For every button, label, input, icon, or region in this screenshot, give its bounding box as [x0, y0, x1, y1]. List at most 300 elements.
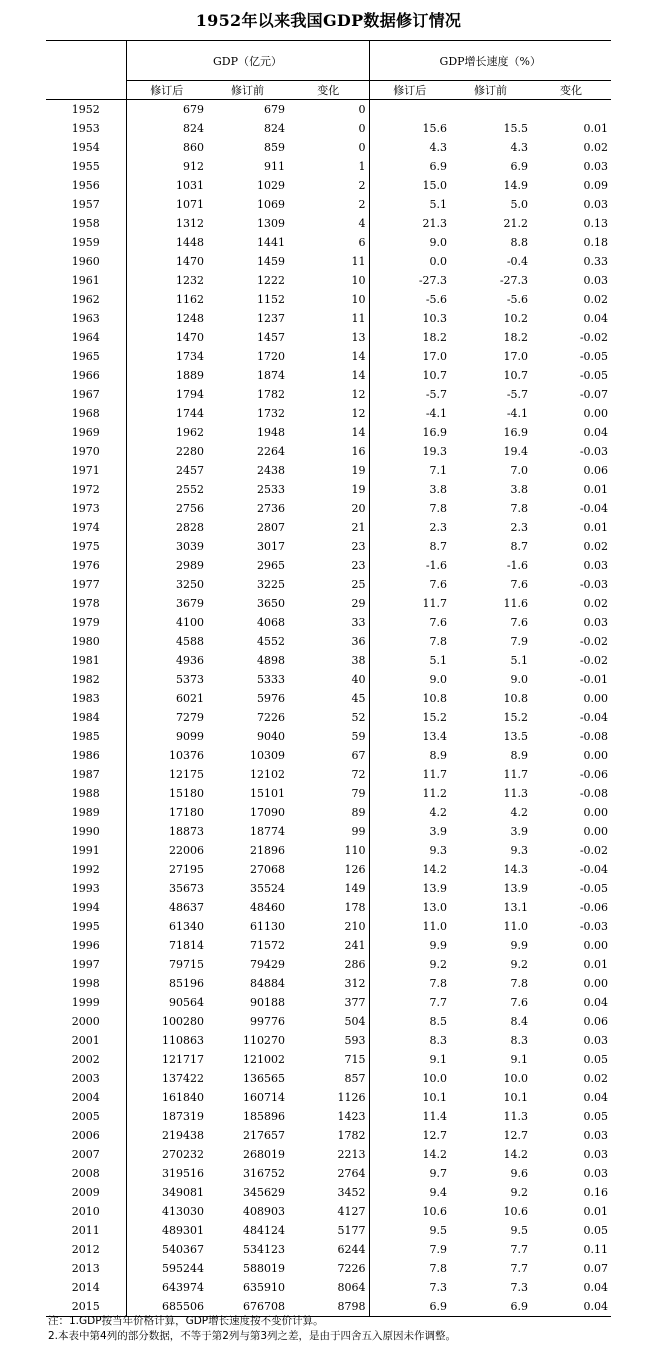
table-row — [46, 1012, 611, 1031]
growth-revised-cell: 5.1 — [429, 654, 448, 667]
gdp-revised-cell: 270232 — [162, 1148, 204, 1161]
growth-original-cell: 7.7 — [510, 1262, 529, 1275]
growth-revised-cell: 5.1 — [429, 198, 448, 211]
gdp-original-cell: 316752 — [243, 1167, 285, 1180]
table-row — [46, 290, 611, 309]
growth-original-cell: 19.4 — [503, 445, 529, 458]
year-cell: 1967 — [46, 385, 126, 404]
growth-original-cell: 7.9 — [510, 635, 529, 648]
table-row — [46, 499, 611, 518]
year-cell: 2015 — [46, 1297, 126, 1317]
growth-change-cell: 0.03 — [583, 1129, 609, 1142]
gdp-revised-cell: 4588 — [176, 635, 204, 648]
year-cell: 1966 — [46, 366, 126, 385]
growth-change-cell: -0.01 — [579, 673, 609, 686]
growth-original-cell: 3.8 — [510, 483, 529, 496]
col-gdp-revised: 修订后 — [126, 81, 207, 100]
year-cell: 1955 — [46, 157, 126, 176]
gdp-change-cell: 11 — [288, 309, 369, 328]
growth-revised-cell: 7.1 — [429, 464, 448, 477]
growth-revised-cell: 3.9 — [429, 825, 448, 838]
gdp-revised-cell: 161840 — [162, 1091, 204, 1104]
growth-revised-cell: 10.6 — [422, 1205, 448, 1218]
growth-change-cell: 0.04 — [583, 312, 609, 325]
gdp-original-cell: 1948 — [257, 426, 285, 439]
table-row — [46, 1145, 611, 1164]
page-title: 1952年以来我国GDP数据修订情况 — [195, 11, 462, 30]
gdp-original-cell: 1152 — [257, 293, 285, 306]
table-row — [46, 271, 611, 290]
growth-revised-cell: 11.4 — [422, 1110, 448, 1123]
col-gdp-change: 变化 — [288, 81, 369, 100]
growth-change-cell: 0.18 — [583, 236, 609, 249]
growth-revised-cell: 9.0 — [429, 236, 448, 249]
table-row — [46, 936, 611, 955]
growth-change-cell: 0.04 — [583, 996, 609, 1009]
gdp-original-cell: 99776 — [250, 1015, 285, 1028]
gdp-original-cell: 824 — [264, 122, 285, 135]
growth-original-cell: 6.9 — [510, 160, 529, 173]
gdp-change-cell: 241 — [288, 936, 369, 955]
growth-change-cell: -0.07 — [579, 388, 609, 401]
year-cell: 1990 — [46, 822, 126, 841]
growth-original-cell: 2.3 — [510, 521, 529, 534]
growth-original-cell: 18.2 — [503, 331, 529, 344]
gdp-revised-cell: 1232 — [176, 274, 204, 287]
table-row — [46, 518, 611, 537]
growth-revised-cell: 8.9 — [429, 749, 448, 762]
gdp-revised-cell: 110863 — [162, 1034, 204, 1047]
gdp-revised-cell: 1071 — [176, 198, 204, 211]
gdp-change-cell: 20 — [288, 499, 369, 518]
gdp-original-cell: 48460 — [250, 901, 285, 914]
table-row — [46, 1031, 611, 1050]
gdp-change-cell: 178 — [288, 898, 369, 917]
gdp-change-cell: 29 — [288, 594, 369, 613]
gdp-original-cell: 160714 — [243, 1091, 285, 1104]
table-row — [46, 917, 611, 936]
year-cell: 1972 — [46, 480, 126, 499]
growth-original-cell: 14.9 — [503, 179, 529, 192]
gdp-change-cell: 45 — [288, 689, 369, 708]
growth-original-cell: 10.8 — [503, 692, 529, 705]
growth-change-cell: 0.04 — [531, 1297, 611, 1317]
year-cell: 2011 — [46, 1221, 126, 1240]
growth-change-cell: 0.02 — [583, 597, 609, 610]
growth-revised-cell: 13.0 — [422, 901, 448, 914]
growth-revised-cell: 9.1 — [429, 1053, 448, 1066]
year-cell: 1980 — [46, 632, 126, 651]
year-cell: 1976 — [46, 556, 126, 575]
growth-original-cell: 8.9 — [510, 749, 529, 762]
growth-revised-cell: 7.6 — [429, 578, 448, 591]
year-cell: 1991 — [46, 841, 126, 860]
gdp-revised-cell: 824 — [183, 122, 204, 135]
year-cell: 1953 — [46, 119, 126, 138]
gdp-revised-cell: 413030 — [162, 1205, 204, 1218]
growth-change-cell: 0.00 — [583, 692, 609, 705]
growth-revised-cell: 7.8 — [429, 635, 448, 648]
growth-original-cell: -5.6 — [506, 293, 529, 306]
gdp-change-cell: 4 — [288, 214, 369, 233]
growth-original-cell: 7.8 — [510, 977, 529, 990]
growth-change-cell: -0.02 — [579, 844, 609, 857]
table-row — [46, 1240, 611, 1259]
growth-original-cell: 7.0 — [510, 464, 529, 477]
growth-original-cell: 8.7 — [510, 540, 529, 553]
gdp-change-cell: 377 — [288, 993, 369, 1012]
table-row — [46, 822, 611, 841]
growth-original-cell: 17.0 — [503, 350, 529, 363]
year-cell: 2004 — [46, 1088, 126, 1107]
table-row — [46, 556, 611, 575]
gdp-change-cell: 59 — [288, 727, 369, 746]
gdp-revised-cell: 1889 — [176, 369, 204, 382]
year-cell: 1957 — [46, 195, 126, 214]
table-row — [46, 879, 611, 898]
gdp-original-cell: 9040 — [257, 730, 285, 743]
growth-original-cell: 9.0 — [510, 673, 529, 686]
year-cell: 2000 — [46, 1012, 126, 1031]
gdp-revised-cell: 349081 — [162, 1186, 204, 1199]
gdp-revised-cell: 2280 — [176, 445, 204, 458]
gdp-revised-cell: 187319 — [162, 1110, 204, 1123]
gdp-change-cell: 11 — [288, 252, 369, 271]
growth-revised-cell: 16.9 — [422, 426, 448, 439]
growth-revised-cell: 9.7 — [429, 1167, 448, 1180]
table-row — [46, 974, 611, 993]
gdp-change-cell: 19 — [288, 461, 369, 480]
growth-change-cell: 0.09 — [583, 179, 609, 192]
gdp-revised-cell: 3679 — [176, 597, 204, 610]
gdp-original-cell: 408903 — [243, 1205, 285, 1218]
growth-revised-cell: 8.7 — [429, 540, 448, 553]
year-cell: 1997 — [46, 955, 126, 974]
gdp-change-cell: 1 — [288, 157, 369, 176]
growth-revised-cell: 9.4 — [429, 1186, 448, 1199]
growth-original-cell: 7.7 — [510, 1243, 529, 1256]
year-cell: 2001 — [46, 1031, 126, 1050]
col-growth-revised: 修订后 — [369, 81, 450, 100]
gdp-original-cell: 1459 — [257, 255, 285, 268]
gdp-revised-cell: 2552 — [176, 483, 204, 496]
gdp-change-cell: 0 — [288, 138, 369, 157]
gdp-change-cell: 6244 — [288, 1240, 369, 1259]
growth-revised-cell: 8.3 — [429, 1034, 448, 1047]
growth-change-cell: 0.04 — [583, 1091, 609, 1104]
growth-original-cell: 7.6 — [510, 616, 529, 629]
gdp-revised-cell: 1248 — [176, 312, 204, 325]
table-row — [46, 1088, 611, 1107]
growth-change-cell: -0.02 — [579, 654, 609, 667]
growth-revised-cell: 9.3 — [429, 844, 448, 857]
growth-revised-cell: 15.0 — [422, 179, 448, 192]
gdp-original-cell: 71572 — [250, 939, 285, 952]
growth-change-cell: -0.04 — [579, 502, 609, 515]
gdp-original-cell: 79429 — [250, 958, 285, 971]
gdp-revised-cell: 1794 — [176, 388, 204, 401]
gdp-revised-cell: 1962 — [176, 426, 204, 439]
growth-change-cell: -0.06 — [579, 901, 609, 914]
gdp-change-cell: 210 — [288, 917, 369, 936]
gdp-change-cell: 40 — [288, 670, 369, 689]
table-row — [46, 1221, 611, 1240]
table-row — [46, 708, 611, 727]
header-row-sub — [46, 81, 611, 100]
table-body — [46, 100, 611, 1317]
gdp-change-cell: 52 — [288, 708, 369, 727]
year-cell: 2003 — [46, 1069, 126, 1088]
year-cell: 1998 — [46, 974, 126, 993]
gdp-original-cell: 217657 — [243, 1129, 285, 1142]
gdp-revised-cell: 1312 — [176, 217, 204, 230]
growth-original-cell: 21.2 — [503, 217, 529, 230]
growth-original-cell: 16.9 — [503, 426, 529, 439]
growth-revised-cell: -4.1 — [425, 407, 448, 420]
growth-original-cell: -27.3 — [499, 274, 529, 287]
year-cell: 1985 — [46, 727, 126, 746]
table-row — [46, 841, 611, 860]
growth-change-cell: 0.04 — [583, 1281, 609, 1294]
gdp-revised-cell: 90564 — [169, 996, 204, 1009]
year-cell: 1982 — [46, 670, 126, 689]
year-cell: 1988 — [46, 784, 126, 803]
growth-original-cell: 15.2 — [503, 711, 529, 724]
growth-revised-cell: 7.6 — [429, 616, 448, 629]
table-row — [46, 993, 611, 1012]
gdp-revised-cell: 71814 — [169, 939, 204, 952]
growth-change-cell: 0.01 — [583, 958, 609, 971]
gdp-revised-cell: 100280 — [162, 1015, 204, 1028]
growth-change-cell: 0.03 — [583, 1167, 609, 1180]
growth-original-cell — [450, 100, 531, 120]
growth-original-cell: 9.6 — [510, 1167, 529, 1180]
year-cell: 1981 — [46, 651, 126, 670]
gdp-change-cell: 14 — [288, 423, 369, 442]
growth-revised-cell: 6.9 — [429, 160, 448, 173]
gdp-revised-cell: 3250 — [176, 578, 204, 591]
gdp-revised-cell: 35673 — [169, 882, 204, 895]
year-cell: 2005 — [46, 1107, 126, 1126]
growth-change-cell: 0.02 — [583, 540, 609, 553]
growth-change-cell: -0.06 — [579, 768, 609, 781]
growth-original-cell: 14.2 — [503, 1148, 529, 1161]
table-row — [46, 1278, 611, 1297]
table-row — [46, 955, 611, 974]
growth-original-cell: 9.5 — [510, 1224, 529, 1237]
gdp-revised-cell: 540367 — [162, 1243, 204, 1256]
growth-revised-cell: 14.2 — [422, 1148, 448, 1161]
year-cell: 2014 — [46, 1278, 126, 1297]
growth-original-cell: 13.9 — [503, 882, 529, 895]
growth-original-cell: 14.3 — [503, 863, 529, 876]
gdp-change-cell: 10 — [288, 290, 369, 309]
growth-original-cell: 5.0 — [510, 198, 529, 211]
gdp-change-cell: 1782 — [288, 1126, 369, 1145]
growth-original-cell: 9.3 — [510, 844, 529, 857]
gdp-original-cell: 2264 — [257, 445, 285, 458]
col-gdp-original: 修订前 — [207, 81, 288, 100]
growth-change-cell: 0.03 — [583, 559, 609, 572]
table-row — [46, 765, 611, 784]
gdp-original-cell: 3225 — [257, 578, 285, 591]
growth-original-cell: 10.2 — [503, 312, 529, 325]
gdp-revised-cell: 61340 — [169, 920, 204, 933]
year-cell: 2008 — [46, 1164, 126, 1183]
growth-revised-cell: 10.1 — [422, 1091, 448, 1104]
growth-original-cell: 4.3 — [510, 141, 529, 154]
growth-original-cell: 11.7 — [503, 768, 529, 781]
gdp-original-cell: 136565 — [243, 1072, 285, 1085]
growth-revised-cell: 7.9 — [429, 1243, 448, 1256]
gdp-original-cell: 2736 — [257, 502, 285, 515]
growth-change-cell: 0.04 — [583, 426, 609, 439]
gdp-revised-cell: 7279 — [176, 711, 204, 724]
gdp-original-cell: 3650 — [257, 597, 285, 610]
gdp-change-cell: 715 — [288, 1050, 369, 1069]
growth-change-cell: 0.00 — [583, 977, 609, 990]
gdp-change-cell: 10 — [288, 271, 369, 290]
gdp-change-cell: 0 — [288, 119, 369, 138]
growth-original-cell: -5.7 — [506, 388, 529, 401]
growth-change-cell: -0.05 — [579, 369, 609, 382]
gdp-original-cell: 61130 — [250, 920, 285, 933]
growth-revised-cell: 7.7 — [429, 996, 448, 1009]
gdp-change-cell: 5177 — [288, 1221, 369, 1240]
gdp-original-cell: 911 — [264, 160, 285, 173]
table-row — [46, 404, 611, 423]
year-cell: 1965 — [46, 347, 126, 366]
gdp-change-cell: 6 — [288, 233, 369, 252]
table-row — [46, 347, 611, 366]
year-cell: 1986 — [46, 746, 126, 765]
gdp-original-cell: 679 — [264, 103, 285, 116]
gdp-original-cell: 90188 — [250, 996, 285, 1009]
growth-original-cell: -0.4 — [506, 255, 529, 268]
growth-change-cell: 0.03 — [583, 1034, 609, 1047]
growth-original-cell: 10.7 — [503, 369, 529, 382]
gdp-change-cell: 12 — [288, 404, 369, 423]
year-cell: 1996 — [46, 936, 126, 955]
growth-original-cell: 8.4 — [510, 1015, 529, 1028]
gdp-original-cell: 1069 — [257, 198, 285, 211]
gdp-change-cell: 25 — [288, 575, 369, 594]
growth-change-cell: -0.03 — [579, 578, 609, 591]
table-row — [46, 442, 611, 461]
year-cell: 1956 — [46, 176, 126, 195]
gdp-original-cell: 588019 — [243, 1262, 285, 1275]
table-row — [46, 1050, 611, 1069]
gdp-change-cell: 4127 — [288, 1202, 369, 1221]
growth-revised-cell: -1.6 — [425, 559, 448, 572]
gdp-original-cell: 15101 — [250, 787, 285, 800]
year-cell: 1952 — [46, 100, 126, 120]
growth-original-cell: 12.7 — [503, 1129, 529, 1142]
table-row — [46, 537, 611, 556]
growth-change-cell: 0.03 — [583, 616, 609, 629]
growth-change-cell: 0.05 — [583, 1224, 609, 1237]
growth-change-cell: 0.00 — [583, 806, 609, 819]
gdp-change-cell: 19 — [288, 480, 369, 499]
gdp-change-cell: 8798 — [288, 1297, 369, 1317]
gdp-revised-cell: 4100 — [176, 616, 204, 629]
table-row — [46, 651, 611, 670]
gdp-change-cell: 286 — [288, 955, 369, 974]
year-cell: 2006 — [46, 1126, 126, 1145]
gdp-change-cell: 12 — [288, 385, 369, 404]
gdp-original-cell: 185896 — [243, 1110, 285, 1123]
growth-change-cell: 0.03 — [583, 198, 609, 211]
growth-original-cell: 6.9 — [450, 1297, 531, 1317]
growth-change-cell: -0.04 — [579, 863, 609, 876]
gdp-original-cell: 2438 — [257, 464, 285, 477]
gdp-original-cell: 2807 — [257, 521, 285, 534]
gdp-change-cell: 857 — [288, 1069, 369, 1088]
growth-change-cell: -0.03 — [579, 445, 609, 458]
growth-original-cell: 3.9 — [510, 825, 529, 838]
gdp-original-cell: 345629 — [243, 1186, 285, 1199]
year-cell: 1958 — [46, 214, 126, 233]
table-row — [46, 594, 611, 613]
gdp-original-cell: 1309 — [257, 217, 285, 230]
gdp-revised-cell: 10376 — [169, 749, 204, 762]
growth-change-cell: 0.07 — [583, 1262, 609, 1275]
growth-revised-cell: 12.7 — [422, 1129, 448, 1142]
gdp-revised-cell: 912 — [183, 160, 204, 173]
table-notes — [48, 1314, 456, 1344]
gdp-revision-table-wrap — [46, 40, 611, 1317]
gdp-change-cell: 126 — [288, 860, 369, 879]
growth-original-cell: -1.6 — [506, 559, 529, 572]
gdp-original-cell: 1732 — [257, 407, 285, 420]
table-row — [46, 746, 611, 765]
gdp-revised-cell: 319516 — [162, 1167, 204, 1180]
year-cell: 2013 — [46, 1259, 126, 1278]
year-cell: 1960 — [46, 252, 126, 271]
growth-change-cell: 0.02 — [583, 1072, 609, 1085]
growth-original-cell: 13.5 — [503, 730, 529, 743]
table-row — [46, 195, 611, 214]
gdp-change-cell: 23 — [288, 556, 369, 575]
year-cell: 1979 — [46, 613, 126, 632]
gdp-original-cell: 5976 — [257, 692, 285, 705]
growth-change-cell: -0.02 — [579, 635, 609, 648]
growth-original-cell: 7.6 — [510, 578, 529, 591]
gdp-change-cell: 110 — [288, 841, 369, 860]
growth-change-cell: -0.08 — [579, 787, 609, 800]
gdp-change-cell: 2 — [288, 176, 369, 195]
gdp-change-cell: 16 — [288, 442, 369, 461]
table-row — [46, 1126, 611, 1145]
gdp-revised-cell: 17180 — [169, 806, 204, 819]
growth-revised-cell: 8.5 — [429, 1015, 448, 1028]
table-row — [46, 461, 611, 480]
year-cell: 1968 — [46, 404, 126, 423]
gdp-original-cell: 1237 — [257, 312, 285, 325]
growth-revised-cell: 15.2 — [422, 711, 448, 724]
table-row — [46, 860, 611, 879]
growth-original-cell: 7.8 — [510, 502, 529, 515]
growth-revised-cell: 10.8 — [422, 692, 448, 705]
gdp-original-cell: 1720 — [257, 350, 285, 363]
table-row — [46, 119, 611, 138]
growth-revised-cell: 3.8 — [429, 483, 448, 496]
gdp-change-cell: 2213 — [288, 1145, 369, 1164]
gdp-revised-cell: 595244 — [162, 1262, 204, 1275]
year-cell: 1970 — [46, 442, 126, 461]
growth-change-cell: 0.05 — [583, 1110, 609, 1123]
growth-revised-cell: 9.9 — [429, 939, 448, 952]
